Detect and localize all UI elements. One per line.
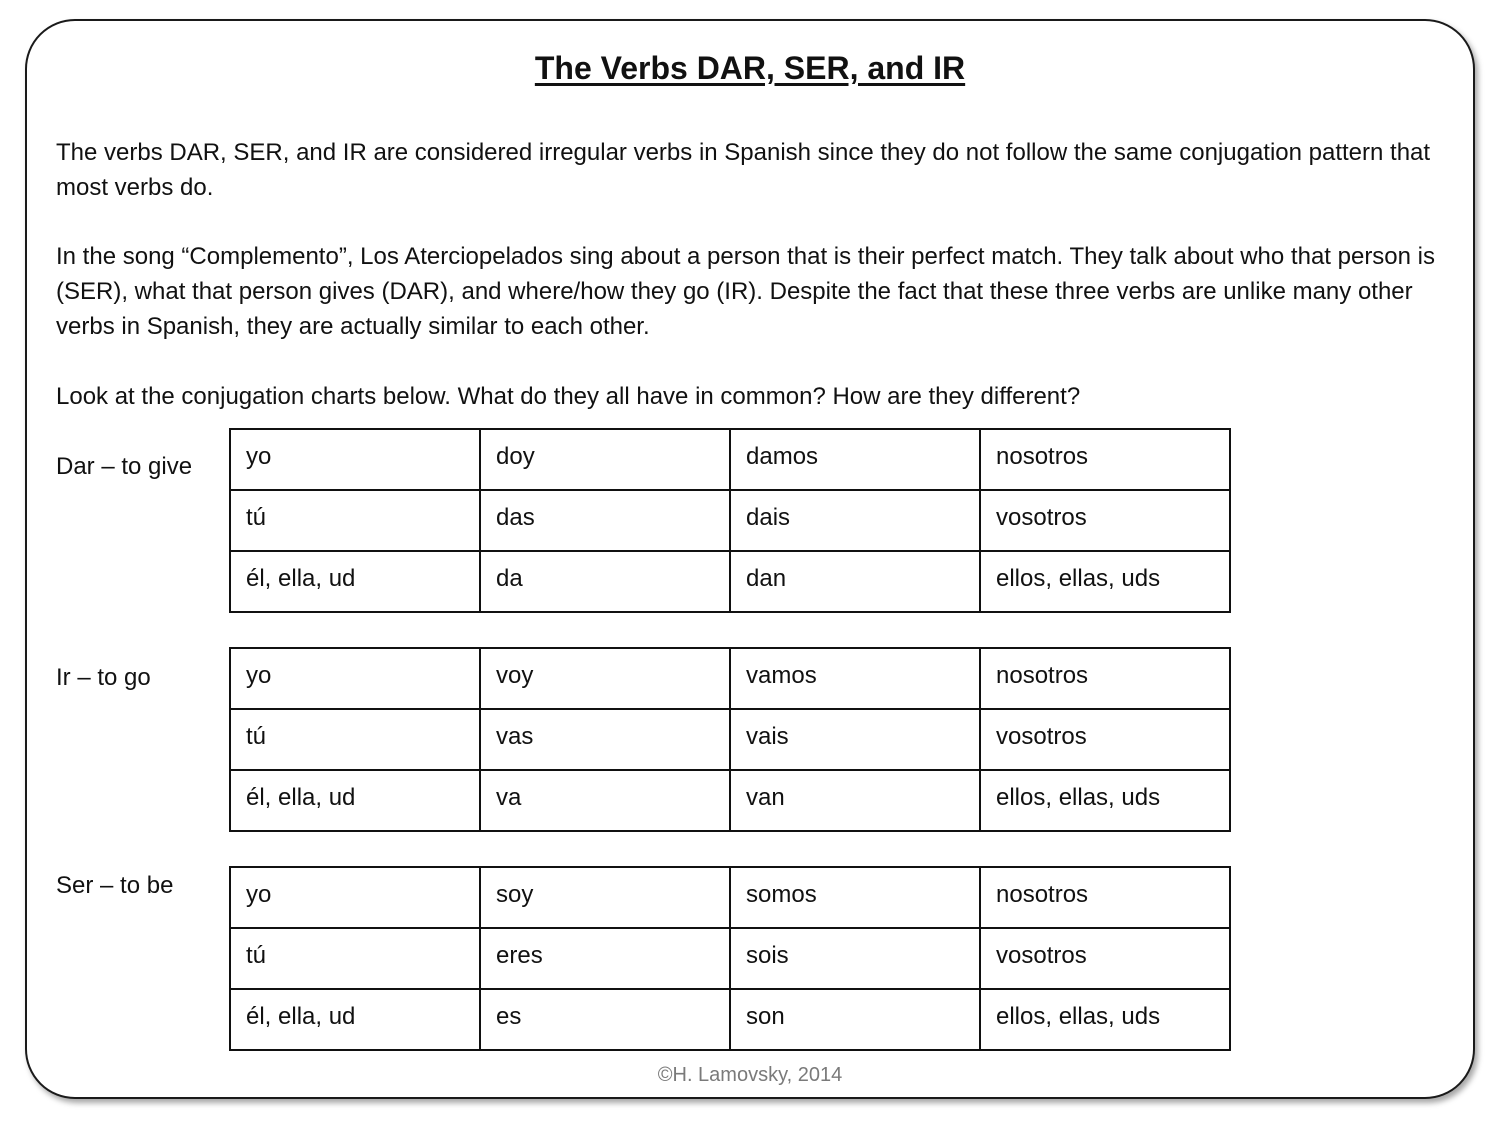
table-cell: eres xyxy=(480,928,730,989)
table-row xyxy=(230,867,1230,928)
table-cell: sois xyxy=(730,928,980,989)
table-cell: vosotros xyxy=(980,709,1230,770)
song-paragraph: In the song “Complemento”, Los Aterciopelados sing about a person that is their perfect match. They talk about who that person is (SER), what that person gives (DAR), and where/how they go (IR). Despite the fact that these three verbs are unlike many other verbs in Spanish, they are actually similar to each other. xyxy=(56,243,1436,340)
table-cell: son xyxy=(730,989,980,1050)
table-cell: voy xyxy=(480,648,730,709)
table-cell: nosotros xyxy=(980,429,1230,490)
ser-label: Ser – to be xyxy=(56,872,174,899)
table-cell: doy xyxy=(480,429,730,490)
table-row xyxy=(230,429,1230,490)
table-cell: vais xyxy=(730,709,980,770)
table-cell: tú xyxy=(230,709,480,770)
table-cell: yo xyxy=(230,648,480,709)
table-cell: somos xyxy=(730,867,980,928)
table-cell: ellos, ellas, uds xyxy=(980,989,1230,1050)
intro-paragraph: The verbs DAR, SER, and IR are considered irregular verbs in Spanish since they do not follow the same conjugation pattern that most verbs do. xyxy=(56,139,1431,201)
dar-label: Dar – to give xyxy=(56,453,193,480)
table-cell: yo xyxy=(230,429,480,490)
table-cell: van xyxy=(730,770,980,831)
table-cell: vamos xyxy=(730,648,980,709)
table-cell: es xyxy=(480,989,730,1050)
copyright-footer: ©H. Lamovsky, 2014 xyxy=(657,1064,843,1086)
table-cell: vosotros xyxy=(980,490,1230,551)
table-cell: él, ella, ud xyxy=(230,770,480,831)
table-cell: nosotros xyxy=(980,648,1230,709)
table-row xyxy=(230,770,1230,831)
table-cell: damos xyxy=(730,429,980,490)
table-cell: él, ella, ud xyxy=(230,989,480,1050)
table-row xyxy=(230,709,1230,770)
ir-label: Ir – to go xyxy=(56,664,151,691)
dar-conjugation-table xyxy=(229,428,1231,613)
table-cell: da xyxy=(480,551,730,612)
table-row xyxy=(230,551,1230,612)
table-cell: nosotros xyxy=(980,867,1230,928)
page-title: The Verbs DAR, SER, and IR xyxy=(534,50,966,86)
table-row xyxy=(230,490,1230,551)
table-row xyxy=(230,928,1230,989)
table-cell: vas xyxy=(480,709,730,770)
table-cell: él, ella, ud xyxy=(230,551,480,612)
table-cell: das xyxy=(480,490,730,551)
table-cell: ellos, ellas, uds xyxy=(980,770,1230,831)
question-paragraph: Look at the conjugation charts below. What do they all have in common? How are they different? xyxy=(56,383,1081,410)
ir-conjugation-table xyxy=(229,647,1231,832)
table-cell: tú xyxy=(230,928,480,989)
table-cell: va xyxy=(480,770,730,831)
table-row xyxy=(230,989,1230,1050)
table-cell: ellos, ellas, uds xyxy=(980,551,1230,612)
table-cell: yo xyxy=(230,867,480,928)
table-cell: dais xyxy=(730,490,980,551)
table-cell: soy xyxy=(480,867,730,928)
ser-conjugation-table xyxy=(229,866,1231,1051)
table-cell: dan xyxy=(730,551,980,612)
table-cell: vosotros xyxy=(980,928,1230,989)
table-cell: tú xyxy=(230,490,480,551)
table-row xyxy=(230,648,1230,709)
